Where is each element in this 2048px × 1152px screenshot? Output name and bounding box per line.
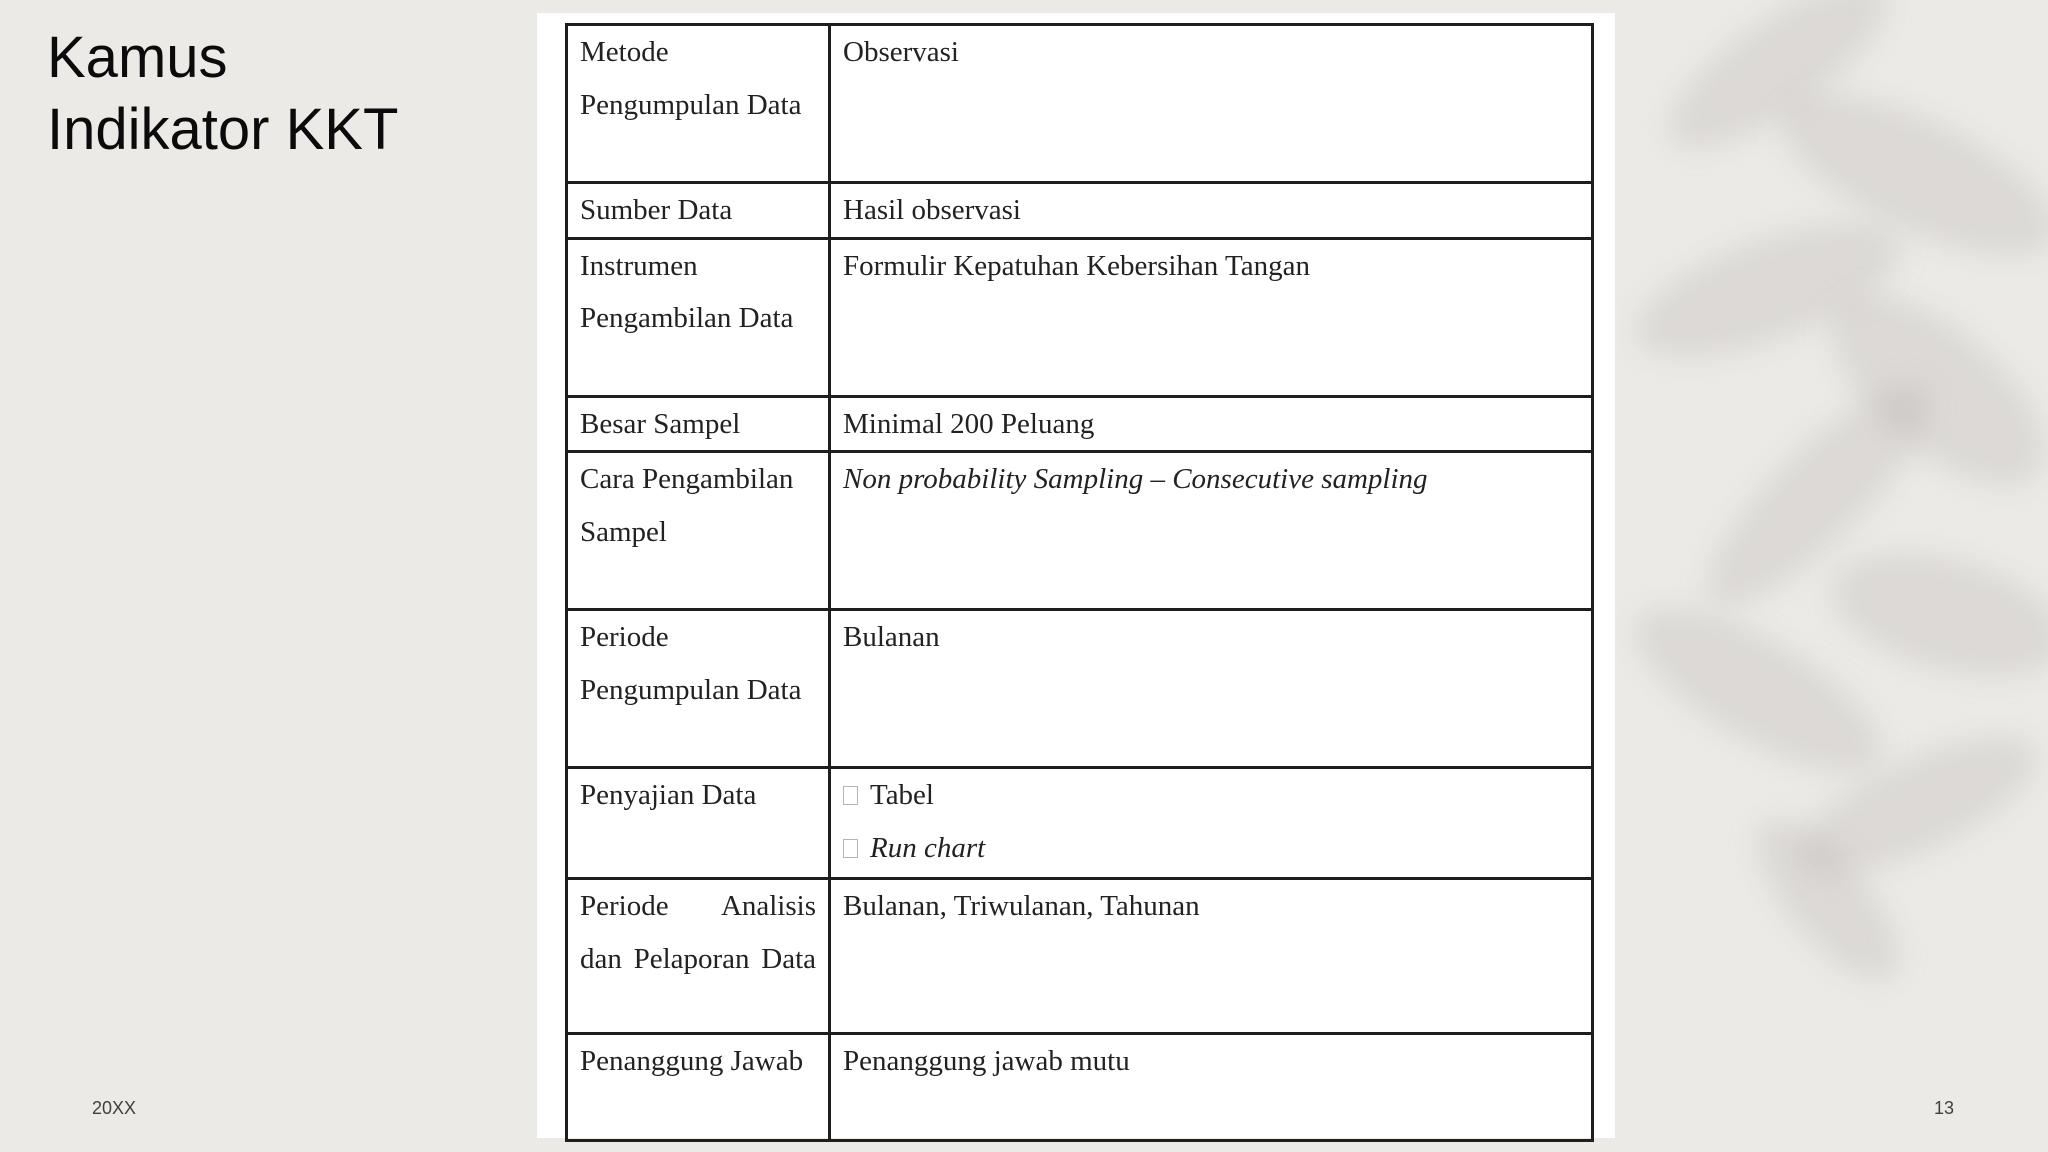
row-value: Bulanan	[830, 610, 1593, 768]
list-item	[843, 769, 1579, 822]
table-row	[567, 452, 1593, 610]
footer-date: 20XX	[92, 1098, 137, 1118]
table-row	[567, 1034, 1593, 1141]
slide-title-line-2: Indikator KKT	[47, 97, 399, 162]
slide-title-line-1: Kamus	[47, 25, 228, 90]
table-row	[567, 879, 1593, 1034]
list-item-text: Tabel	[870, 779, 934, 811]
bullet-box-icon	[843, 786, 858, 805]
indicator-dictionary-table	[565, 23, 1594, 1142]
table-row	[567, 396, 1593, 452]
row-label: Penanggung Jawab	[567, 1034, 830, 1141]
list-item	[843, 822, 1579, 875]
row-value: Formulir Kepatuhan Kebersihan Tangan	[830, 238, 1593, 396]
table-row	[567, 238, 1593, 396]
row-value: Penanggung jawab mutu	[830, 1034, 1593, 1141]
row-value: Bulanan, Triwulanan, Tahunan	[830, 879, 1593, 1034]
row-label: Periode Pengumpulan Data	[567, 610, 830, 768]
row-value-list	[830, 768, 1593, 879]
list-item-text: Run chart	[870, 831, 986, 864]
page-number: 13	[1934, 1098, 1955, 1118]
bullet-box-icon	[843, 839, 858, 858]
table-row	[567, 610, 1593, 768]
row-label: Periode Analisis dan Pelaporan Data	[567, 879, 830, 1034]
row-value: Observasi	[830, 25, 1593, 183]
background-foliage-decoration	[1608, 0, 2048, 1152]
row-label: Instrumen Pengambilan Data	[567, 238, 830, 396]
row-value: Minimal 200 Peluang	[830, 396, 1593, 452]
row-value: Non probability Sampling – Consecutive sampling	[830, 452, 1593, 610]
slide-title	[47, 22, 398, 166]
table-row	[567, 768, 1593, 879]
row-label: Cara Pengambilan Sampel	[567, 452, 830, 610]
row-label: Besar Sampel	[567, 396, 830, 452]
table-image-panel	[537, 13, 1615, 1138]
table-row	[567, 183, 1593, 239]
row-label: Penyajian Data	[567, 768, 830, 879]
table-row	[567, 25, 1593, 183]
row-label: Metode Pengumpulan Data	[567, 25, 830, 183]
row-value: Hasil observasi	[830, 183, 1593, 239]
row-label: Sumber Data	[567, 183, 830, 239]
